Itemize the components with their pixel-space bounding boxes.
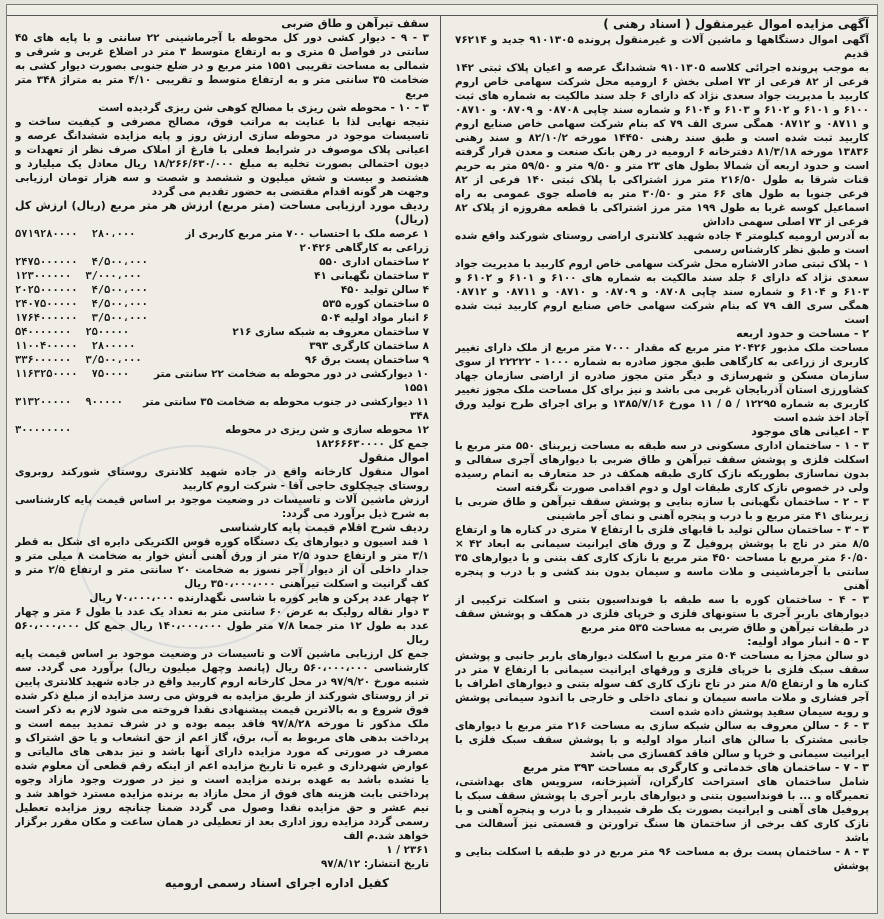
unit-price: ۲۸۰۰۰۰۰	[91, 340, 136, 352]
row-label: ۱۰ دیوارکشی در دور محوطه به ضخامت ۲۲ سانتی متر ۱۵۵۱	[154, 368, 429, 394]
section-heading: ۲ - مساحت و حدود اربعه	[736, 327, 869, 340]
left-column	[15, 17, 429, 909]
section-heading: ۳ - ۵ - انبار مواد اولیه:	[747, 635, 869, 648]
table-row	[15, 325, 429, 339]
total-value: ۳۱۳۲۰۰۰۰۰	[15, 396, 72, 408]
list-item: ۲ چهار عدد پرکن و هایر کوره با شاسی نگهدارنده ۷۰،۰۰۰،۰۰۰ ریال	[89, 592, 429, 604]
total-value: ۱۷۶۴۰۰۰۰۰۰	[15, 312, 78, 324]
list-item: ۳ دوار نقاله رولیک به عرض ۶۰ سانتی متر به تعداد یک عدد با طول ۶ متر و چهار عدد به طول ۱۲ متر جمعا ۷/۸ متر طول ۱۴۰،۰۰۰،۰۰۰ ریال جمع کل ۵۶۰،۰۰۰،۰۰۰ ریال	[15, 606, 429, 646]
row-label: ۱۱ دیوارکشی در جنوب محوطه به ضخامت ۳۵ سانتی متر ۳۴۸	[143, 396, 429, 422]
unit-price: ۴/۵۰۰،۰۰۰	[91, 256, 148, 268]
paragraph: ۳ - ۸ - ساختمان پست برق به مساحت ۹۶ متر مربع در دو طبقه با اسکلت بنایی و پوشش	[455, 846, 869, 872]
paragraph: ۳ - ۳ - ساختمان سالن تولید با قابهای فلزی با ارتفاع ۷ متری در کناره ها و ارتفاع ۸/۵ متر در تاج با پوشش پروفیل Z و ورق های ایرانیت سیمانی به ابعاد ۴۲ × ۶۰/۵۰ متر مربع با مساحت ۴۵۰ متر مربع با نازک کاری کف بتنی و با دیوارهای ۳۵ سانتی با آجرماشینی و ملات ماسه و سیمان بدون بند کشی و با درب و پنجره آهنی	[455, 524, 869, 592]
total-value: ۲۰۲۵۰۰۰۰۰۰	[15, 284, 78, 296]
unit-price: ۷۵۰۰۰۰	[91, 368, 130, 380]
paragraph: دو سالن مجزا به مساحت ۵۰۴ متر مربع با اسکلت دیوارهای باربر جانبی و پوشش سقف سبک فلزی با خرپای فلزی و ورقهای ایرانیت سیمانی با ارتفاع ۷ متر در کناره ها و ارتفاع ۸/۵ متر در تاج نازک کاری کف سوله بتنی و دیوارهای اطراف با آجر فشاری و ملات ماسه سیمان و نمای داخلی و خارجی با اندود سیمانی پوشش و رویه سیمان سفید پوشش داده شده است	[455, 650, 869, 718]
table-row	[15, 339, 429, 353]
valuation-table-header: ردیف مورد ارزیابی مساحت (متر مربع) ارزش هر متر مربع (ریال) ارزش کل (ریال)	[15, 199, 429, 226]
paragraph: ۱ - پلاک ثبتی صادر الاشاره محل شرکت سهامی خاص اروم کاربید با مدیریت جواد سعدی نژاد که دارای ۶ جلد سند مالکیت به شماره های ۶۱۰۰ و ۶۱۰۱ و ۶۱۰۲ و ۶۱۰۳ و ۶۱۰۴ و شماره سند چاپی ۰۸۷۰۸ و ۰۸۷۰۹ و ۰۸۷۱۰ و ۰۸۷۱۱ و ۰۸۷۱۲ همگی سری الف ۷۹ که بنام شرکت سهامی خاص صنایع اروم کاربید ثبت شده است	[455, 258, 869, 326]
paragraph: مساحت ملک مذبور ۲۰۴۲۶ متر مربع که مقدار ۷۰۰۰ متر مربع از ملک دارای تغییر کاربری از زراعی به کارگاهی طبق مجوز صادره به شماره ۱۰۰۰ - ۲۲۲۲۲ از سوی سازمان مسکن و شهرسازی و دیگر متن مجوز صادره از اراضی سازمان جهاد کشاورزی استان آذربایجان غربی می باشد و نیز برای کل مساحت ملک مجوز تغییر کاربری به شماره ۱۲۲۹۵ / ۵ / ۱۱ مورخ ۱۳۸۵/۷/۱۶ و برای اجرای طرح تولید ورق آجاد اخذ شده است	[455, 342, 869, 424]
paragraph: نتیجه نهایی لذا با عنایت به مراتب فوق، مصالح مصرفی و کیفیت ساخت و تاسیسات موجود در محوطه سازی ارزش روز و پایه مزایده ششدانگ عرصه و اعیانی پلاک موصوف در شرایط فعلی با فارغ از املاک صرف نظر از تعهدات و دیون احتمالی بصورت تخلیه به مبلغ ۱۸/۲۶۶/۶۳۰/۰۰۰ ریال معادل یک میلیارد و هشتصد و بیست و شش میلیون و ششصد و شصت و سه هزار تومان ارزیابی وجهت هر گونه اقدام مقتضی به حضور تقدیم می گردد	[15, 116, 429, 198]
total-value: ۲۴۰۷۵۰۰۰۰۰	[15, 298, 78, 310]
unit-price: ۳/۵۰۰،۰۰۰	[91, 312, 148, 324]
row-label: ۴ سالن تولید ۴۵۰	[340, 284, 429, 296]
total-value: ۱۲۳۰۰۰۰۰۰	[15, 270, 72, 282]
row-label: ۱۲ محوطه سازی و شن ریزی در محوطه	[225, 424, 429, 436]
paragraph: ۳ - ۱۰ - محوطه شن ریزی با مصالح کوهی شن ریزی گردیده است	[98, 102, 429, 114]
row-label: ۸ ساختمان کارگری ۳۹۳	[309, 340, 429, 352]
unit-price: ۲۸۰،۰۰۰	[91, 228, 136, 240]
list-item: ۱ فند اسیون و دیوارهای یک دستگاه کوره قوس الکتریکی دایره ای شکل به قطر ۳/۱ متر و ارتفاع حدود ۲/۵ متر از ورق آهنی آنش خوار به ضخامت ۸ میلی متر و جدار داخلی آن از دیوار آجر نسوز به ضخامت ۲۰ سانتی متر و ارتفاع ۲/۵ متر و کف گرانیت و اسکلت تیرآهنی ۳۵۰،۰۰۰،۰۰۰ ریال	[15, 536, 429, 590]
grand-total: جمع کل ۱۸۲۶۶۶۳۰۰۰۰	[315, 438, 429, 450]
row-label: ۵ ساختمان کوره ۵۳۵	[322, 298, 429, 310]
row-label: ۶ انبار مواد اولیه ۵۰۴	[321, 312, 429, 324]
table-row	[15, 269, 429, 283]
total-value: ۵۴۰۰۰۰۰۰۰	[15, 326, 72, 338]
notice-title: آگهی مزایده اموال غیرمنقول ( اسناد رهنی )	[603, 17, 869, 31]
paragraph: ۳ - ۴ - ساختمان کوره با سه طبقه با فونداسیون بتنی و اسکلت ترکیبی از دیوارهای باربر آجری با ستونهای فلزی و خرپای فلزی در همکف و پوشش سقف در طبقات تیرآهن و طاق ضربی به مساحت ۵۳۵ متر مربع	[455, 594, 869, 634]
table-row	[15, 283, 429, 297]
unit-price: ۳/۵۰۰،۰۰۰	[85, 354, 142, 366]
paragraph: جمع کل ارزیابی ماشین آلات و تاسیسات در وضعیت موجود بر اساس قیمت پایه کارشناسی ۵۶۰،۰۰۰،۰۰۰ ریال (پانصد وچهل میلیون ریال) برآورد می گردد. سه شنبه مورخ ۹۷/۹/۲۰ در محل کارخانه اروم کاربید واقع در جاده شهید کلانتری پایین تر از روستای شورکند از طریق مزایده به فروش می رسد مزایده از مبلغ ذکر شده فوق شروع و به بالاترین قیمت پیشنهادی نقدا فروخته می شود لازم به ذکر است ملک مذکور تا مورخه ۹۷/۸/۲۸ فاقد بیمه بوده و در شرف تمدید بیمه است و پرداخت بدهی های مربوط به آب، برق، گاز اعم از حق انشعاب و یا حق اشتراک و مصرف در صورتی که مورد مزایده دارای آنها باشد و نیز بدهی های مالیاتی و عوارض شهرداری و غیره تا تاریخ مزایده اعم از اینکه رقم قطعی آن معلوم شده یا نشده باشد به عهده برنده مزایده است و نیز در صورت وجود مازاد وجوه پرداختی بابت هزینه های فوق از محل مازاد به برنده مزایده مسترد خواهد شد و نیم عشر و حق مزایده نقدا وصول می گردد ضمنا چنانچه روز مزایده تعطیل رسمی گردد مزایده روز اداری بعد از تعطیلی در همان ساعت و مکان مقرر برگزار خواهد شد.م الف	[15, 648, 429, 842]
paragraph: ۳ - ۹ - دیوار کشی دور کل محوطه با آجرماشینی ۲۲ سانتی و با پایه های ۴۵ سانتی در فواصل ۵ متری و به ارتفاع متوسط ۳ متر در اضلاع غربی و شرقی و شمالی به مساحت تقریبی ۱۵۵۱ متر مربع و در ضلع جنوبی بصورت دیوار کشی به ضخامت ۳۵ سانتی متر و به ارتفاع متوسط و تقریبی ۴/۱۰ متر به متراژ ۳۴۸ متر مربع	[15, 32, 429, 100]
section-heading: اموال منقول	[358, 451, 429, 464]
unit-price: ۴/۵۰۰،۰۰۰	[91, 298, 148, 310]
section-heading: ردیف شرح اقلام قیمت پایه کارشناسی	[219, 521, 429, 534]
total-value: ۲۴۷۵۰۰۰۰۰۰	[15, 256, 78, 268]
valuation-table	[15, 227, 429, 437]
row-label: ۱ عرصه ملک با احتساب ۷۰۰ متر مربع کاربری از زراعی به کارگاهی ۲۰۴۲۶	[185, 228, 429, 254]
total-value: ۱۱۰۰۴۰۰۰۰۰	[15, 340, 78, 352]
total-value: ۳۳۶۰۰۰۰۰۰	[15, 354, 72, 366]
top-rule	[7, 5, 877, 16]
paragraph: به موجب پرونده اجرائی کلاسه ۹۱۰۱۳۰۵ ششدانگ عرصه و اعیان پلاک ثبتی ۱۴۲ فرعی از ۸۲ فرعی از ۷۳ اصلی بخش ۶ ارومیه محل شرکت سهامی خاص اروم کاربید با مدیریت جواد سعدی نژاد که دارای ۶ جلد سند مالکیت به شماره های ثبت ۶۱۰۰ و ۶۱۰۱ و ۶۱۰۲ و ۶۱۰۳ و ۶۱۰۴ و شماره سند چاپی ۰۸۷۰۸ و ۰۸۷۰۹ و ۰۸۷۱۰ و ۰۸۷۱۱ و ۰۸۷۱۲ همگی سری الف ۷۹ که بنام شرکت سهامی خاص صنایع اروم کاربید ثبت شده است و طبق سند رهنی ۱۴۴۵۰ مورخه ۸۲/۱۰/۲ و سند رهنی ۱۳۸۳۶ مورخه ۸۱/۳/۱۸ دفترخانه ۶ ارومیه در رهن بانک صنعت و معدن قرار گرفته است و حدود اربعه آن شمالا بطول های ۲۳ متر و ۹/۵۰ متر و ۵۹/۵۰ متر به حریم قنات شرقا به طول ۲۱۶/۵۰ متر مرز اشتراکی با پلاک ثبتی ۱۴۰ فرعی از ۸۲ فرعی جنوبا به طول های ۶۶ متر و ۳۰/۵۰ متر به فاصله جوی عمومی به راه اسماعیل کوسه غربا به طول ۱۹۹ متر مرز اشتراکی با قطعه مفروزه از پلاک ۸۲ فرعی از ۷۳ اصلی سهمی داداش	[455, 62, 869, 228]
right-column	[455, 17, 869, 909]
unit-price: ۹۰۰۰۰۰	[85, 396, 123, 408]
row-label: ۳ ساختمان نگهبانی ۴۱	[314, 270, 429, 282]
row-label: ۹ ساختمان پست برق ۹۶	[304, 354, 429, 366]
table-row	[15, 297, 429, 311]
row-label: ۷ ساختمان معروف به شبکه سازی ۲۱۶	[232, 326, 429, 338]
total-value: ۱۱۶۳۲۵۰۰۰۰	[15, 368, 78, 380]
table-row	[15, 395, 429, 423]
unit-price: ۴/۵۰۰،۰۰۰	[91, 284, 148, 296]
table-row	[15, 423, 429, 437]
table-row	[15, 255, 429, 269]
paragraph: ۳ - ۱ - ساختمان اداری مسکونی در سه طبقه به مساحت زیربنای ۵۵۰ متر مربع با اسکلت فلزی و پوشش سقف تیرآهن و طاق ضربی با دیوارهای آجری سفالی و بدون نماسازی بطوریکه نازک کاری طبقه همکف در حد متعارف به اتمام رسیده ولی در خصوص نازک کاری طبقات اول و دوم اقدامی صورت نگرفته است	[455, 440, 869, 494]
total-value: ۵۷۱۹۲۸۰۰۰۰	[15, 228, 78, 240]
section-heading: ۳ - اعیانی های موجود	[751, 425, 869, 438]
paragraph: اموال منقول کارخانه واقع در جاده شهید کلانتری روستای شورکند روبروی روستای چیچکلوی حاجی آقا - شرکت اروم کاربید	[15, 466, 429, 492]
newspaper-clipping	[6, 4, 878, 914]
paragraph: ۳ - ۶ - سالن معروف به سالن شبکه سازی به مساحت ۲۱۶ متر مربع با دیوارهای جانبی مشترک با سالن های انبار مواد اولیه و با پوشش سقف سبک فلزی با ایرانیت سیمانی و خرپا و سالن فاقد کفسازی می باشد	[455, 720, 869, 760]
unit-price: ۳/۰۰۰،۰۰۰	[85, 270, 142, 282]
publication-date: تاریخ انتشار: ۹۷/۸/۱۲	[320, 858, 429, 870]
table-row	[15, 311, 429, 325]
table-row	[15, 227, 429, 255]
row-label: ۲ ساختمان اداری ۵۵۰	[319, 256, 429, 268]
paragraph: آگهی اموال دستگاهها و ماشین آلات و غیرمنقول پرونده ۹۱۰۱۳۰۵ جدید و ۷۶۲۱۴ قدیم	[455, 34, 869, 60]
total-value: ۳۰۰۰۰۰۰۰۰	[15, 424, 72, 436]
paragraph: شامل ساختمان های استراحت کارگران، آشپزخانه، سرویس های بهداشتی، تعمیرگاه و ... با فونداسیون بتنی و دیوارهای باربر آجری با پوشش سقف سبک با پروفیل های آهنی و ایرانیت بصورت یک طرف شیبدار و با درب و پنجره آهنی و با نازک کاری کف برخی از ساختمان ها سنگ تراورتن و قسمتی نیز آسفالت می باشد	[455, 776, 869, 844]
unit-price: ۲۵۰۰۰۰۰	[85, 326, 130, 338]
section-heading: ۳ - ۷ - ساختمان های خدماتی و کارگری به مساحت ۳۹۳ متر مربع	[522, 761, 869, 774]
paragraph: ارزش ماشین آلات و تاسیسات در وضعیت موجود بر اساس قیمت پایه کارشناسی به شرح ذیل برآورد می گردد:	[15, 494, 429, 520]
table-row	[15, 353, 429, 367]
paragraph: ۳ - ۲ - ساختمان نگهبانی با سازه بنایی و پوشش سقف تیرآهن و طاق ضربی با زیربنای ۴۱ متر مربع و با درب و پنجره آهنی و نمای آجر ماشینی	[455, 496, 869, 522]
signature-line: کفیل اداره اجرای اسناد رسمی ارومیه	[164, 876, 389, 890]
table-row	[15, 367, 429, 395]
reference-number: ۲۳۶۱ / ۱	[386, 844, 429, 856]
paragraph: به آدرس ارومیه کیلومتر ۴ جاده شهید کلانتری اراضی روستای شورکند واقع شده است و طبق نظر کارشناس رسمی	[455, 230, 869, 256]
section-heading: سقف تیرآهن و طاق ضربی	[281, 17, 429, 30]
column-divider	[440, 15, 441, 913]
